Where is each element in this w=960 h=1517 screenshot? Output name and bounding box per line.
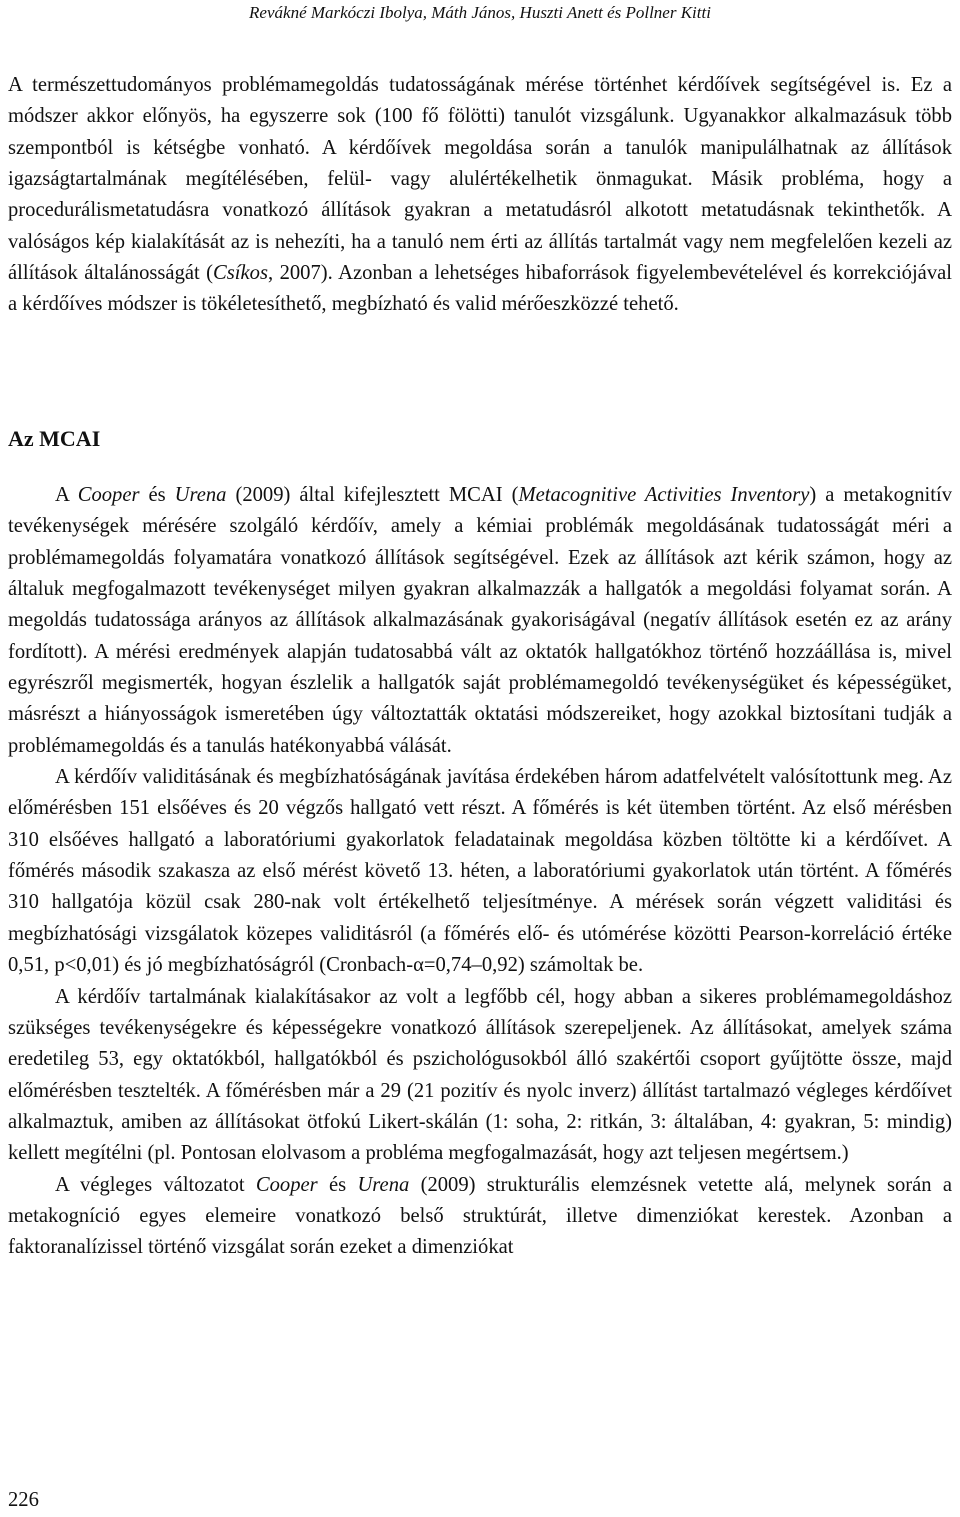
paragraph-structure <box>8 1170 952 1264</box>
p1-text-2: és <box>139 484 175 506</box>
author-urena: Urena <box>357 1173 410 1196</box>
p4-text-1: A végleges változatot <box>55 1173 256 1196</box>
page-number: 226 <box>8 1489 39 1511</box>
p1-text-4: ) a metakognitív tevékenységek mérésére szolgáló kérdőív, amely a kémiai problémák megoldásának tudatosságát méri a problémamegoldás folyamatára vonatkozó állítások segítségével. Ezek az állítások azt kérik számon, hogy az általuk megfogalmazott tevékenységet milyen gyakran alkalmazzák a hallgatók a megoldási folyamat során. A megoldás tudatossága arányos az állítások alkalmazásának gyakoriságával (negatív állítások esetén ez az arány fordított). A mérési eredmények alapján tudatosabbá vált az oktatók hallgatókhoz történő hozzáállása is, mivel egyrészről megismerték, hogyan észlelik a hallgatók saját problémamegoldó tevékenységüket és képességüket, másrészt a hiányosságok ismeretében úgy változtatták oktatási módszereiket, hogy azokkal biztosítani tudják a problémamegoldás és a tanulás hatékonyabbá válását. <box>8 484 953 757</box>
author-cooper: Cooper <box>255 1173 318 1196</box>
intro-text-1: A természettudományos problémamegoldás tudatosságának mérése történhet kérdőívek segítségével is. Ez a módszer akkor előnyös, ha egyszerre sok (100 fő fölötti) tanulót vizsgálunk. Ugyanakkor alkalmazásuk több szempontból is kétségbe vonható. A kérdőívek megoldása során a tanulók manipulálhatnak az állítások igazságtartalmának megítélésében, felül- vagy alulértékelhetik önmagukat. Másik probléma, hogy a procedurálismetatudásra vonatkozó állítások gyakran a metatudásról alkotott metatudásnak tekinthetők. A valóságos kép kialakítását az is nehezíti, ha a tanuló nem érti az állítás tartalmát vagy nem megfelelően kezeli az állítások általánosságát ( <box>8 74 952 285</box>
citation-author: Csíkos <box>213 262 268 285</box>
intro-section <box>8 70 952 321</box>
p1-text-1: A <box>55 484 78 506</box>
running-head: Revákné Markóczi Ibolya, Máth János, Huszti Anett és Pollner Kitti <box>249 3 711 22</box>
p4-text-2: és <box>317 1173 358 1196</box>
inventory-full-name: Metacognitive Activities Inventory <box>518 484 810 506</box>
author-cooper: Cooper <box>77 484 140 506</box>
section-heading: Az MCAI <box>8 426 101 451</box>
author-urena: Urena <box>174 484 227 506</box>
paragraph-validity: A kérdőív validitásának és megbízhatóságának javítása érdekében három adatfelvételt valósítottunk meg. Az előmérésben 151 elsőéves és 20 végzős hallgató vett részt. A főmérés is két ütemben történt. Az első mérésben 310 elsőéves hallgató a laboratóriumi gyakorlatok feladatainak megoldása közben töltötte ki a kérdőívet. A főmérés második szakasza az első mérést követő 13. héten, a laboratóriumi gyakorlatok után történt. A főmérés 310 hallgatója közül csak 280-nak volt értékelhető teljesítménye. A mérések során végzett validitási és megbízhatósági vizsgálatok közepes validitásról (a főmérés elő- és utómérése közötti Pearson-korreláció értéke 0,51, p<0,01) és jó megbízhatóságról (Cronbach-α=0,74–0,92) számoltak be. <box>8 766 952 977</box>
intro-text-2: , 2007). Azonban a lehetséges hibaforrások figyelembevételével és korrekciójával a kérdőíves módszer is tökéletesíthető, megbízható és valid mérőeszközzé tehető. <box>8 262 952 316</box>
paragraph-mcai-intro <box>8 480 952 762</box>
p4-text-3: (2009) strukturális elemzésnek vetette alá, melynek során a metakogníció egyes elemeire vonatkozó belső struktúrát, illetve dimenziókat kerestek. Azonban a faktoranalízissel történő vizsgálat során ezeket a dimenziókat <box>8 1173 953 1259</box>
p1-text-3: (2009) által kifejlesztett MCAI ( <box>226 484 519 506</box>
main-section <box>8 480 952 1264</box>
paragraph-content: A kérdőív tartalmának kialakításakor az volt a legfőbb cél, hogy abban a sikeres problémamegoldáshoz szükséges tevékenységekre és képességekre vonatkozó állítások szerepeljenek. Az állításokat, amelyek száma eredetileg 53, egy oktatókból, hallgatókból és pszichológusokból álló szakértői csoport gyűjtötte össze, majd előmérésben tesztelték. A főmérésben már a 29 (21 pozitív és nyolc inverz) állítást tartalmazó végleges kérdőívet alkalmaztuk, amiben az állításokat ötfokú Likert-skálán (1: soha, 2: ritkán, 3: általában, 4: gyakran, 5: mindig) kellett megítélni (pl. Pontosan elolvasom a probléma megfogalmazását, hogy azt teljesen megértsem.) <box>8 985 952 1165</box>
intro-paragraph <box>8 70 952 321</box>
